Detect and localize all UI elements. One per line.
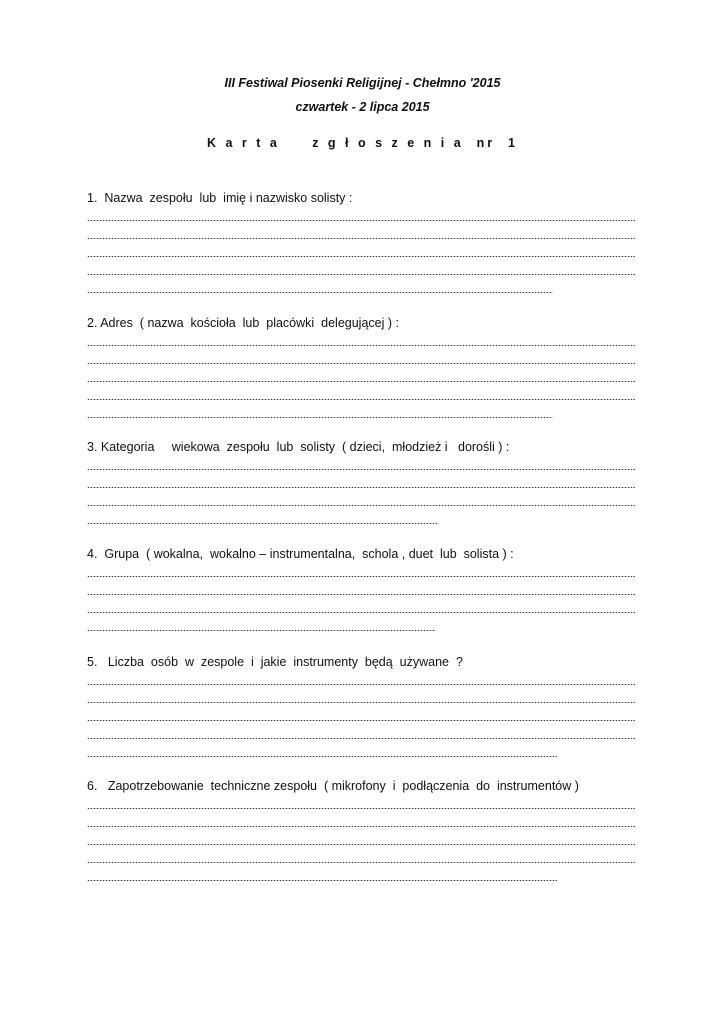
answer-line[interactable] (87, 707, 635, 725)
answer-line[interactable] (87, 581, 635, 599)
section-technical-needs (87, 777, 635, 885)
answer-line[interactable] (87, 386, 635, 404)
section-band-name (87, 189, 635, 297)
form-title: K a r t a z g ł o s z e n i a nr 1 (206, 136, 519, 150)
answer-line[interactable] (87, 456, 635, 474)
festival-date (0, 100, 725, 114)
section-age-category (87, 438, 635, 528)
answer-line[interactable] (87, 225, 635, 243)
festival-title (0, 76, 725, 90)
answer-line[interactable] (87, 671, 635, 689)
answer-line[interactable] (87, 404, 635, 422)
festival-title-text: III Festiwal Piosenki Religijnej - Chełmno '2015 (224, 76, 501, 90)
festival-date-text: czwartek - 2 lipca 2015 (295, 100, 430, 114)
answer-line[interactable] (87, 474, 635, 492)
section-address (87, 314, 635, 422)
answer-line[interactable] (87, 261, 635, 279)
answer-line[interactable] (87, 743, 635, 761)
answer-line[interactable] (87, 867, 635, 885)
section-group-type (87, 545, 635, 635)
answer-line[interactable] (87, 831, 635, 849)
answer-line[interactable] (87, 849, 635, 867)
answer-line[interactable] (87, 243, 635, 261)
answer-line[interactable] (87, 725, 635, 743)
question-address: 2. Adres ( nazwa kościoła lub placówki delegującej ) : (87, 316, 399, 330)
answer-line[interactable] (87, 332, 635, 350)
section-members-instruments (87, 653, 635, 761)
question-band-name: 1. Nazwa zespołu lub imię i nazwisko solisty : (87, 191, 353, 205)
answer-line[interactable] (87, 207, 635, 225)
answer-line[interactable] (87, 795, 635, 813)
answer-line[interactable] (87, 689, 635, 707)
answer-line[interactable] (87, 599, 635, 617)
answer-line[interactable] (87, 510, 635, 528)
answer-line[interactable] (87, 350, 635, 368)
answer-line[interactable] (87, 279, 635, 297)
answer-line[interactable] (87, 492, 635, 510)
question-technical-needs: 6. Zapotrzebowanie techniczne zespołu ( mikrofony i podłączenia do instrumentów ) (87, 779, 579, 793)
answer-line[interactable] (87, 617, 635, 635)
question-members-instruments: 5. Liczba osób w zespole i jakie instrumenty będą używane ? (87, 655, 463, 669)
question-age-category: 3. Kategoria wiekowa zespołu lub solisty ( dzieci, młodzież i dorośli ) : (87, 440, 510, 454)
answer-line[interactable] (87, 563, 635, 581)
answer-line[interactable] (87, 813, 635, 831)
answer-line[interactable] (87, 368, 635, 386)
question-group-type: 4. Grupa ( wokalna, wokalno – instrumentalna, schola , duet lub solista ) : (87, 547, 514, 561)
